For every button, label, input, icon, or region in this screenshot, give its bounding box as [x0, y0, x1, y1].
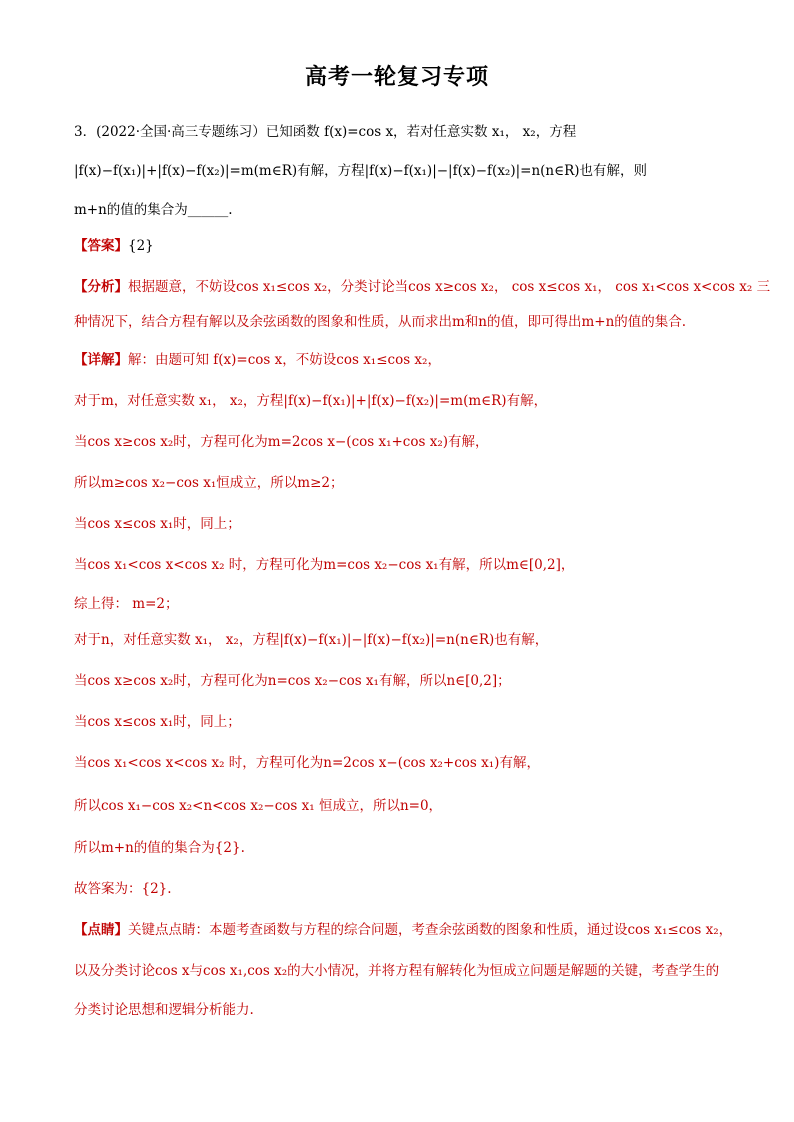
detail-line-3: 所以m≥cos x₂−cos x₁恒成立，所以m≥2； — [74, 475, 344, 491]
detail-line-4: 当cos x≤cos x₁时，同上； — [74, 516, 241, 532]
question-line-2: |f(x)−f(x₁)|+|f(x)−f(x₂)|=m(m∈R)有解，方程|f(x)−f(x₁)|−|f(x)−f(x₂)|=n(n∈R)也有解，则 — [74, 163, 648, 179]
question-line-3: m+n的值的集合为______. — [74, 202, 233, 218]
detail-tag: 【详解】 — [74, 352, 128, 368]
comment-text-1: 关键点点睛：本题考查函数与方程的综合问题，考查余弦函数的图象和性质，通过设cos x₁≤cos x₂， — [128, 922, 733, 938]
comment-line-3: 分类讨论思想和逻辑分析能力. — [74, 1002, 254, 1018]
detail-line-0 — [74, 350, 441, 370]
detail-line-1: 对于m，对任意实数 x₁， x₂，方程|f(x)−f(x₁)|+|f(x)−f(x₂)|=m(m∈R)有解， — [74, 393, 548, 409]
detail-line-2: 当cos x≥cos x₂时，方程可化为m=2cos x−(cos x₁+cos x₂)有解， — [74, 434, 489, 450]
page-title: 高考一轮复习专项 — [304, 64, 489, 90]
detail-line-8: 当cos x≥cos x₂时，方程可化为n=cos x₂−cos x₁有解，所以n∈[0,2]； — [74, 673, 511, 689]
detail-line-9: 当cos x≤cos x₁时，同上； — [74, 714, 241, 730]
analysis-tag: 【分析】 — [74, 279, 128, 295]
comment-line-1 — [74, 920, 732, 940]
detail-line-13: 故答案为：{2}. — [74, 881, 172, 897]
answer-tag: 【答案】 — [74, 238, 128, 254]
analysis-text-1: 根据题意，不妨设cos x₁≤cos x₂，分类讨论当cos x≥cos x₂， cos x≤cos x₁， cos x₁<cos x<cos x₂ 三 — [128, 279, 771, 295]
question-line-1: 3．(2022·全国·高三专题练习）已知函数 f(x)=cos x，若对任意实数 x₁， x₂，方程 — [74, 124, 577, 140]
detail-line-6: 综上得： m=2； — [74, 596, 179, 612]
detail-line-10: 当cos x₁<cos x<cos x₂ 时，方程可化为n=2cos x−(cos x₂+cos x₁)有解， — [74, 755, 540, 771]
detail-line-12: 所以m+n的值的集合为{2}. — [74, 840, 245, 856]
detail-text-0: 解：由题可知 f(x)=cos x，不妨设cos x₁≤cos x₂， — [128, 352, 441, 368]
analysis-line-2: 种情况下，结合方程有解以及余弦函数的图象和性质，从而求出m和n的值，即可得出m+n的值的集合. — [74, 314, 687, 330]
analysis-line-1 — [74, 277, 770, 297]
detail-line-11: 所以cos x₁−cos x₂<n<cos x₂−cos x₁ 恒成立，所以n=0， — [74, 798, 443, 814]
detail-line-5: 当cos x₁<cos x<cos x₂ 时，方程可化为m=cos x₂−cos x₁有解，所以m∈[0,2]， — [74, 557, 575, 573]
comment-line-2: 以及分类讨论cos x与cos x₁,cos x₂的大小情况，并将方程有解转化为恒成立问题是解题的关键，考查学生的 — [74, 963, 720, 979]
detail-line-7: 对于n，对任意实数 x₁， x₂，方程|f(x)−f(x₁)|−|f(x)−f(x₂)|=n(n∈R)也有解， — [74, 632, 549, 648]
answer-value: {2} — [128, 238, 154, 254]
comment-tag: 【点睛】 — [74, 922, 128, 938]
answer-row — [74, 236, 154, 256]
